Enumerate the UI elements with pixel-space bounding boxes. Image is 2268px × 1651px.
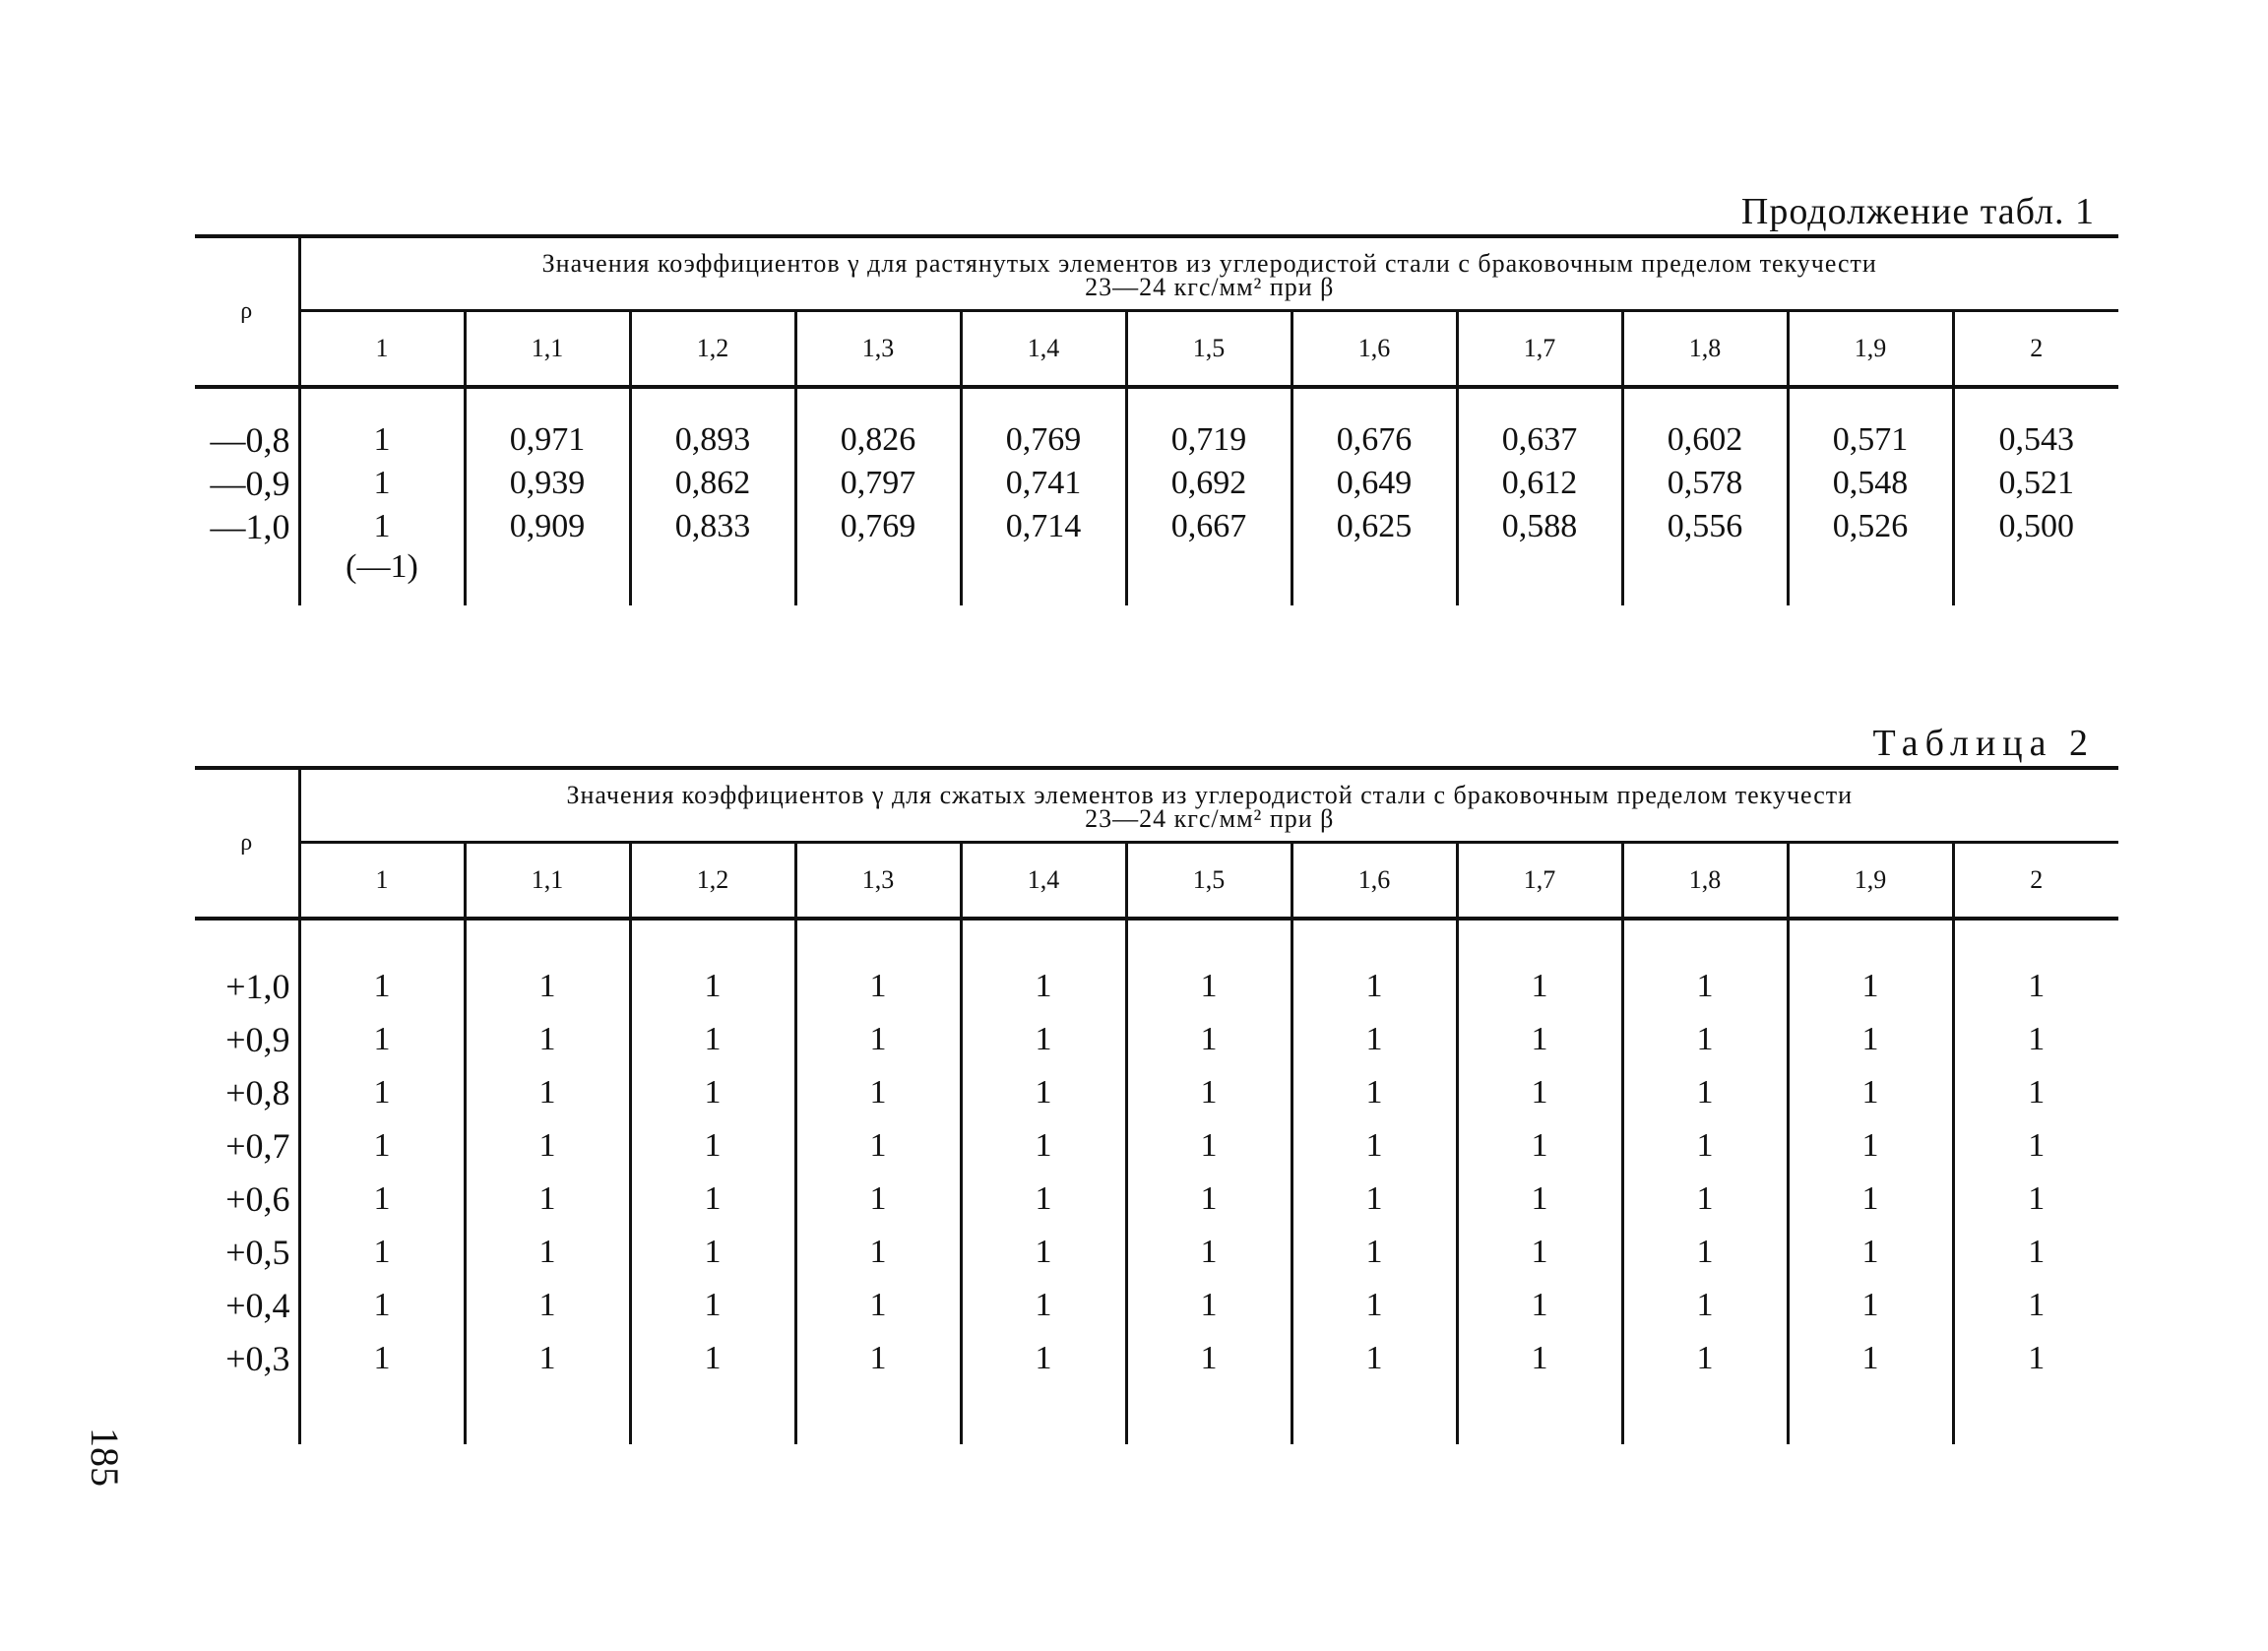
- value-cell: 0,548: [1788, 462, 1953, 505]
- value-cell: 1: [1622, 919, 1788, 1013]
- rho-cell: +0,4: [195, 1279, 299, 1332]
- value-cell: 1: [1126, 1279, 1292, 1332]
- table-row: [195, 1173, 2118, 1226]
- beta-header: 1,9: [1788, 843, 1953, 920]
- value-cell: 1: [630, 1119, 795, 1173]
- value-cell: [961, 548, 1126, 605]
- value-cell: 0,521: [1998, 465, 2074, 501]
- rho-cell: —1,0: [195, 505, 299, 548]
- value-cell: 1: [795, 1173, 961, 1226]
- value-cell: 0,556: [1622, 505, 1788, 548]
- value-cell: 1: [1457, 1279, 1622, 1332]
- value-cell: 1: [961, 1013, 1126, 1066]
- value-cell: 0,692: [1126, 462, 1292, 505]
- value-cell: 1: [299, 1066, 465, 1119]
- value-cell: 1: [1788, 1013, 1953, 1066]
- rho-cell: —0,8: [195, 387, 299, 462]
- beta-header: 1,7: [1457, 843, 1622, 920]
- value-cell: 1: [1622, 1013, 1788, 1066]
- value-cell: 1: [1788, 1332, 1953, 1385]
- beta-header: 1,2: [630, 843, 795, 920]
- value-cell: [961, 1385, 1126, 1444]
- table-row: [195, 505, 2118, 548]
- value-cell: 1: [1622, 1279, 1788, 1332]
- value-cell: 1: [2028, 968, 2046, 1004]
- value-cell: 1: [465, 1066, 630, 1119]
- table2-title-line1: Значения коэффициентов γ для сжатых элементов из углеродистой стали с браковочным пределом текучести: [566, 781, 1854, 809]
- value-cell: 1: [465, 919, 630, 1013]
- value-cell: [1953, 1385, 2118, 1444]
- rho-cell: +0,3: [195, 1332, 299, 1385]
- rho-cell: —0,9: [195, 462, 299, 505]
- value-cell: 1: [1457, 1332, 1622, 1385]
- value-cell: 1: [1292, 1226, 1457, 1279]
- value-cell: 1: [2028, 1340, 2046, 1376]
- value-cell: 1: [795, 919, 961, 1013]
- beta-header: 1,8: [1622, 311, 1788, 388]
- table-row: [195, 1226, 2118, 1279]
- value-cell: 1: [299, 387, 465, 462]
- value-cell: 1: [1126, 1226, 1292, 1279]
- beta-header: 1,6: [1292, 311, 1457, 388]
- value-cell: 1: [2028, 1234, 2046, 1270]
- value-cell: 1: [1788, 919, 1953, 1013]
- value-cell: 0,797: [795, 462, 961, 505]
- value-cell: 0,826: [795, 387, 961, 462]
- beta-header: 1: [299, 311, 465, 388]
- value-cell: 0,893: [630, 387, 795, 462]
- table-row: [195, 1119, 2118, 1173]
- value-cell: [1953, 548, 2118, 605]
- value-cell: 1: [1457, 1066, 1622, 1119]
- value-cell: [299, 1385, 465, 1444]
- value-cell: 1: [795, 1279, 961, 1332]
- value-cell: 1: [299, 462, 465, 505]
- value-cell: 1: [795, 1226, 961, 1279]
- value-cell: 1: [299, 919, 465, 1013]
- value-cell: [1622, 1385, 1788, 1444]
- value-cell: 1: [1292, 1279, 1457, 1332]
- value-cell: 0,588: [1457, 505, 1622, 548]
- value-cell: 1: [795, 1066, 961, 1119]
- table-row-extra: [195, 548, 2118, 605]
- note-cell: (—1): [299, 548, 465, 605]
- beta-header: 1,4: [961, 843, 1126, 920]
- value-cell: 0,637: [1457, 387, 1622, 462]
- value-cell: 0,714: [961, 505, 1126, 548]
- beta-header: 1,2: [630, 311, 795, 388]
- value-cell: 1: [1126, 1119, 1292, 1173]
- table-row: [195, 387, 2118, 462]
- value-cell: 1: [1292, 1119, 1457, 1173]
- value-cell: 0,833: [630, 505, 795, 548]
- value-cell: 1: [630, 1173, 795, 1226]
- value-cell: 1: [1622, 1066, 1788, 1119]
- value-cell: 1: [2028, 1074, 2046, 1111]
- value-cell: 0,939: [465, 462, 630, 505]
- value-cell: 0,741: [961, 462, 1126, 505]
- value-cell: 0,862: [630, 462, 795, 505]
- table2-title-line2: 23—24 кгс/мм² при β: [1085, 804, 1335, 833]
- value-cell: 1: [465, 1332, 630, 1385]
- value-cell: 1: [795, 1332, 961, 1385]
- beta-header: 1,5: [1126, 311, 1292, 388]
- value-cell: 1: [2028, 1180, 2046, 1217]
- value-cell: 1: [1622, 1226, 1788, 1279]
- value-cell: 1: [1292, 1013, 1457, 1066]
- value-cell: 1: [1292, 1173, 1457, 1226]
- value-cell: 1: [1622, 1332, 1788, 1385]
- value-cell: 1: [630, 1013, 795, 1066]
- value-cell: [465, 548, 630, 605]
- value-cell: 1: [1788, 1279, 1953, 1332]
- table2-caption: Таблица 2: [1872, 723, 2095, 764]
- value-cell: 0,526: [1788, 505, 1953, 548]
- value-cell: 1: [1126, 1066, 1292, 1119]
- value-cell: [1292, 548, 1457, 605]
- value-cell: 1: [961, 1066, 1126, 1119]
- value-cell: 1: [1126, 1173, 1292, 1226]
- value-cell: 1: [299, 1279, 465, 1332]
- rho-cell: +1,0: [195, 919, 299, 1013]
- beta-header: 1,1: [465, 311, 630, 388]
- beta-header: 1: [299, 843, 465, 920]
- value-cell: 1: [299, 1013, 465, 1066]
- table2: [195, 766, 2118, 1444]
- value-cell: 1: [795, 1013, 961, 1066]
- table1: [195, 234, 2118, 605]
- value-cell: 0,676: [1292, 387, 1457, 462]
- value-cell: 1: [1457, 1119, 1622, 1173]
- value-cell: [1292, 1385, 1457, 1444]
- table2-title: [299, 768, 2118, 843]
- table-row-extra: [195, 1385, 2118, 1444]
- value-cell: 1: [2028, 1021, 2046, 1057]
- table-row: [195, 1013, 2118, 1066]
- value-cell: 1: [2028, 1287, 2046, 1323]
- value-cell: 0,769: [795, 505, 961, 548]
- value-cell: 0,649: [1292, 462, 1457, 505]
- value-cell: [630, 1385, 795, 1444]
- value-cell: 1: [1292, 919, 1457, 1013]
- value-cell: 1: [1126, 1013, 1292, 1066]
- value-cell: 0,667: [1126, 505, 1292, 548]
- value-cell: 1: [961, 1226, 1126, 1279]
- value-cell: 1: [1622, 1173, 1788, 1226]
- value-cell: 1: [630, 1279, 795, 1332]
- value-cell: 1: [1457, 1013, 1622, 1066]
- value-cell: 0,578: [1622, 462, 1788, 505]
- value-cell: 1: [465, 1226, 630, 1279]
- beta-header: 1,1: [465, 843, 630, 920]
- value-cell: 0,612: [1457, 462, 1622, 505]
- value-cell: 1: [2028, 1127, 2046, 1164]
- value-cell: 1: [1788, 1173, 1953, 1226]
- value-cell: [795, 1385, 961, 1444]
- value-cell: 0,543: [1998, 421, 2074, 458]
- value-cell: 1: [961, 1173, 1126, 1226]
- value-cell: 1: [1292, 1332, 1457, 1385]
- value-cell: 1: [630, 1332, 795, 1385]
- value-cell: 1: [1126, 1332, 1292, 1385]
- value-cell: [1457, 548, 1622, 605]
- value-cell: 0,769: [961, 387, 1126, 462]
- value-cell: 1: [1457, 1173, 1622, 1226]
- value-cell: [795, 548, 961, 605]
- rho-header: ρ: [195, 768, 299, 919]
- value-cell: 1: [1622, 1119, 1788, 1173]
- rho-header: ρ: [195, 236, 299, 387]
- value-cell: 1: [465, 1173, 630, 1226]
- rho-cell: +0,6: [195, 1173, 299, 1226]
- value-cell: 1: [465, 1013, 630, 1066]
- value-cell: 0,719: [1126, 387, 1292, 462]
- rho-cell: [195, 548, 299, 605]
- value-cell: 1: [299, 1332, 465, 1385]
- value-cell: 1: [961, 919, 1126, 1013]
- table-row: [195, 1066, 2118, 1119]
- value-cell: 1: [630, 919, 795, 1013]
- value-cell: 1: [299, 1173, 465, 1226]
- table1-title-line1: Значения коэффициентов γ для растянутых элементов из углеродистой стали с браковочным пределом текучести: [541, 249, 1877, 278]
- value-cell: 1: [961, 1119, 1126, 1173]
- value-cell: [1622, 548, 1788, 605]
- rho-cell: +0,9: [195, 1013, 299, 1066]
- beta-header: 1,4: [961, 311, 1126, 388]
- table-row: [195, 919, 2118, 1013]
- value-cell: [1788, 548, 1953, 605]
- table-row: [195, 1279, 2118, 1332]
- beta-header: 2: [1953, 843, 2118, 920]
- value-cell: 0,909: [465, 505, 630, 548]
- value-cell: 1: [1457, 1226, 1622, 1279]
- value-cell: [630, 548, 795, 605]
- table1-title-line2: 23—24 кгс/мм² при β: [1085, 273, 1335, 301]
- value-cell: 0,625: [1292, 505, 1457, 548]
- value-cell: [1457, 1385, 1622, 1444]
- value-cell: 1: [630, 1226, 795, 1279]
- value-cell: 1: [961, 1279, 1126, 1332]
- value-cell: 1: [1788, 1226, 1953, 1279]
- beta-header: 1,3: [795, 311, 961, 388]
- rho-cell: +0,7: [195, 1119, 299, 1173]
- rho-cell: [195, 1385, 299, 1444]
- value-cell: 1: [465, 1119, 630, 1173]
- value-cell: 1: [1457, 919, 1622, 1013]
- value-cell: 1: [1788, 1066, 1953, 1119]
- beta-header: 1,7: [1457, 311, 1622, 388]
- value-cell: 1: [630, 1066, 795, 1119]
- value-cell: [1126, 548, 1292, 605]
- table-row: [195, 462, 2118, 505]
- table1-caption: Продолжение табл. 1: [1740, 191, 2095, 232]
- value-cell: 0,602: [1622, 387, 1788, 462]
- table1-title: [299, 236, 2118, 311]
- value-cell: 1: [795, 1119, 961, 1173]
- value-cell: 1: [465, 1279, 630, 1332]
- value-cell: 1: [961, 1332, 1126, 1385]
- value-cell: 1: [299, 1226, 465, 1279]
- value-cell: 0,500: [1998, 508, 2074, 544]
- value-cell: 1: [299, 1119, 465, 1173]
- value-cell: 1: [1126, 919, 1292, 1013]
- table-row: [195, 1332, 2118, 1385]
- beta-header: 1,8: [1622, 843, 1788, 920]
- value-cell: 1: [299, 505, 465, 548]
- beta-header: 2: [1953, 311, 2118, 388]
- beta-header: 1,3: [795, 843, 961, 920]
- beta-header: 1,5: [1126, 843, 1292, 920]
- value-cell: 1: [1788, 1119, 1953, 1173]
- value-cell: [1126, 1385, 1292, 1444]
- value-cell: 0,971: [465, 387, 630, 462]
- page-number: 185: [83, 1428, 127, 1487]
- value-cell: [1788, 1385, 1953, 1444]
- value-cell: 0,571: [1788, 387, 1953, 462]
- beta-header: 1,6: [1292, 843, 1457, 920]
- value-cell: [465, 1385, 630, 1444]
- beta-header: 1,9: [1788, 311, 1953, 388]
- value-cell: 1: [1292, 1066, 1457, 1119]
- rho-cell: +0,5: [195, 1226, 299, 1279]
- rho-cell: +0,8: [195, 1066, 299, 1119]
